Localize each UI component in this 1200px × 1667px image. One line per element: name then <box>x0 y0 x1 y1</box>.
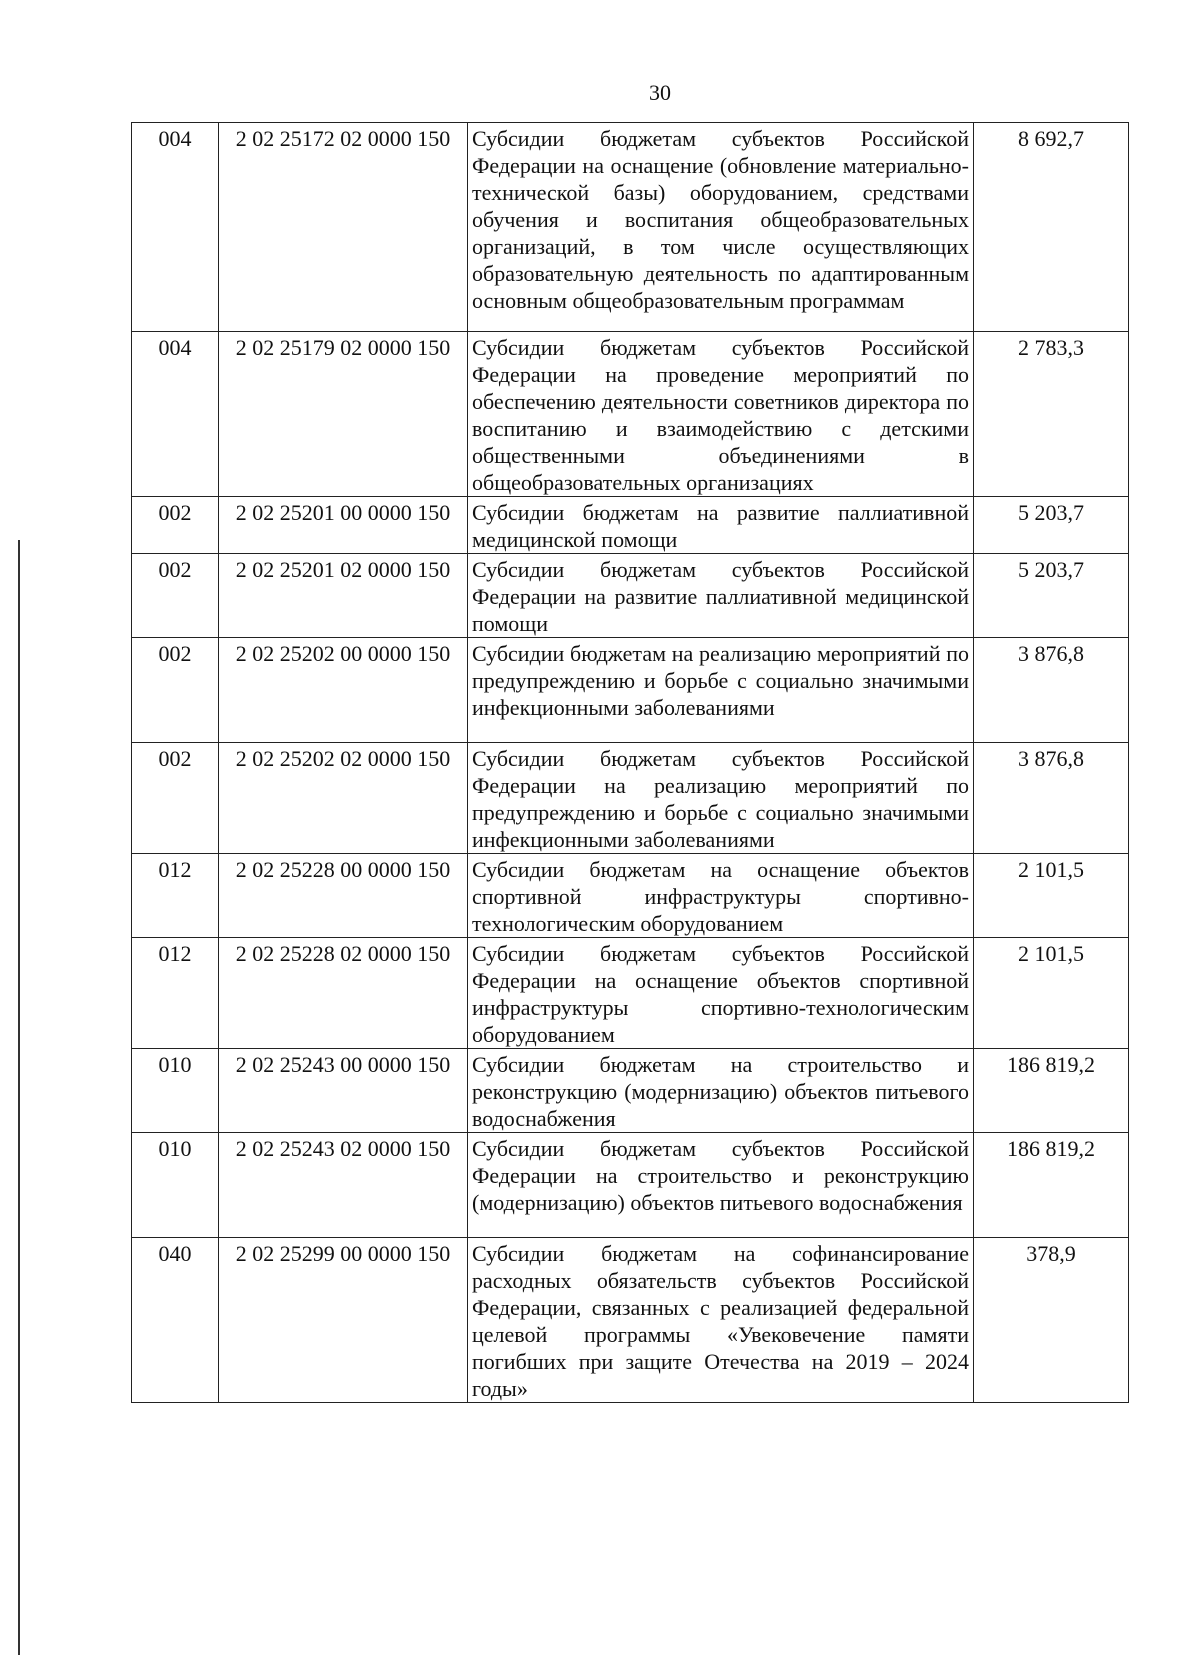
table-row <box>132 123 1129 332</box>
table-row <box>132 743 1129 854</box>
amount-cell: 8 692,7 <box>974 123 1129 332</box>
page-number: 30 <box>649 80 671 105</box>
admin-code-cell: 002 <box>132 743 219 854</box>
revenue-name-cell: Субсидии бюджетам на софинансирование расходных обязательств субъектов Российской Федерации, связанных с реализацией федеральной целевой программы «Увековечение памяти погибших при защите Отечества на 2019 – 2024 годы» <box>468 1238 974 1403</box>
amount-cell: 5 203,7 <box>974 497 1129 554</box>
amount-cell: 186 819,2 <box>974 1133 1129 1238</box>
amount-cell: 2 101,5 <box>974 854 1129 938</box>
amount-cell: 3 876,8 <box>974 743 1129 854</box>
table-row <box>132 554 1129 638</box>
table-row <box>132 497 1129 554</box>
admin-code-cell: 004 <box>132 332 219 497</box>
table-row <box>132 638 1129 743</box>
table-row <box>132 332 1129 497</box>
admin-code-cell: 012 <box>132 938 219 1049</box>
budget-code-cell: 2 02 25243 00 0000 150 <box>219 1049 468 1133</box>
amount-cell: 5 203,7 <box>974 554 1129 638</box>
budget-code-cell: 2 02 25202 02 0000 150 <box>219 743 468 854</box>
revenue-name-cell: Субсидии бюджетам на строительство и реконструкцию (модернизацию) объектов питьевого водоснабжения <box>468 1049 974 1133</box>
budget-revenue-table <box>131 122 1129 1403</box>
amount-cell: 378,9 <box>974 1238 1129 1403</box>
budget-code-cell: 2 02 25228 00 0000 150 <box>219 854 468 938</box>
budget-code-cell: 2 02 25243 02 0000 150 <box>219 1133 468 1238</box>
table-row <box>132 854 1129 938</box>
budget-code-cell: 2 02 25201 02 0000 150 <box>219 554 468 638</box>
revenue-name-cell: Субсидии бюджетам субъектов Российской Федерации на реализацию мероприятий по предупреждению и борьбе с социально значимыми инфекционными заболеваниями <box>468 743 974 854</box>
revenue-name-cell: Субсидии бюджетам субъектов Российской Федерации на строительство и реконструкцию (модернизацию) объектов питьевого водоснабжения <box>468 1133 974 1238</box>
budget-code-cell: 2 02 25201 00 0000 150 <box>219 497 468 554</box>
revenue-name-cell: Субсидии бюджетам на реализацию мероприятий по предупреждению и борьбе с социально значимыми инфекционными заболеваниями <box>468 638 974 743</box>
budget-code-cell: 2 02 25202 00 0000 150 <box>219 638 468 743</box>
budget-code-cell: 2 02 25299 00 0000 150 <box>219 1238 468 1403</box>
budget-code-cell: 2 02 25179 02 0000 150 <box>219 332 468 497</box>
admin-code-cell: 040 <box>132 1238 219 1403</box>
scan-edge-line <box>18 540 20 1655</box>
revenue-name-cell: Субсидии бюджетам субъектов Российской Федерации на проведение мероприятий по обеспечению деятельности советников директора по воспитанию и взаимодействию с детскими общественными объединениями в общеобразовательных организациях <box>468 332 974 497</box>
revenue-name-cell: Субсидии бюджетам субъектов Российской Федерации на развитие паллиативной медицинской помощи <box>468 554 974 638</box>
admin-code-cell: 004 <box>132 123 219 332</box>
admin-code-cell: 010 <box>132 1049 219 1133</box>
budget-code-cell: 2 02 25228 02 0000 150 <box>219 938 468 1049</box>
budget-code-cell: 2 02 25172 02 0000 150 <box>219 123 468 332</box>
amount-cell: 2 783,3 <box>974 332 1129 497</box>
amount-cell: 186 819,2 <box>974 1049 1129 1133</box>
amount-cell: 3 876,8 <box>974 638 1129 743</box>
revenue-name-cell: Субсидии бюджетам на развитие паллиативной медицинской помощи <box>468 497 974 554</box>
admin-code-cell: 002 <box>132 497 219 554</box>
table-row <box>132 1049 1129 1133</box>
table-row <box>132 1238 1129 1403</box>
admin-code-cell: 002 <box>132 638 219 743</box>
table-row <box>132 938 1129 1049</box>
admin-code-cell: 002 <box>132 554 219 638</box>
amount-cell: 2 101,5 <box>974 938 1129 1049</box>
admin-code-cell: 010 <box>132 1133 219 1238</box>
revenue-name-cell: Субсидии бюджетам субъектов Российской Федерации на оснащение объектов спортивной инфраструктуры спортивно-технологическим оборудованием <box>468 938 974 1049</box>
table-row <box>132 1133 1129 1238</box>
admin-code-cell: 012 <box>132 854 219 938</box>
revenue-name-cell: Субсидии бюджетам на оснащение объектов спортивной инфраструктуры спортивно-технологическим оборудованием <box>468 854 974 938</box>
revenue-name-cell: Субсидии бюджетам субъектов Российской Федерации на оснащение (обновление материально-технической базы) оборудованием, средствами обучения и воспитания общеобразовательных организаций, в том числе осуществляющих образовательную деятельность по адаптированным основным общеобразовательным программам <box>468 123 974 332</box>
